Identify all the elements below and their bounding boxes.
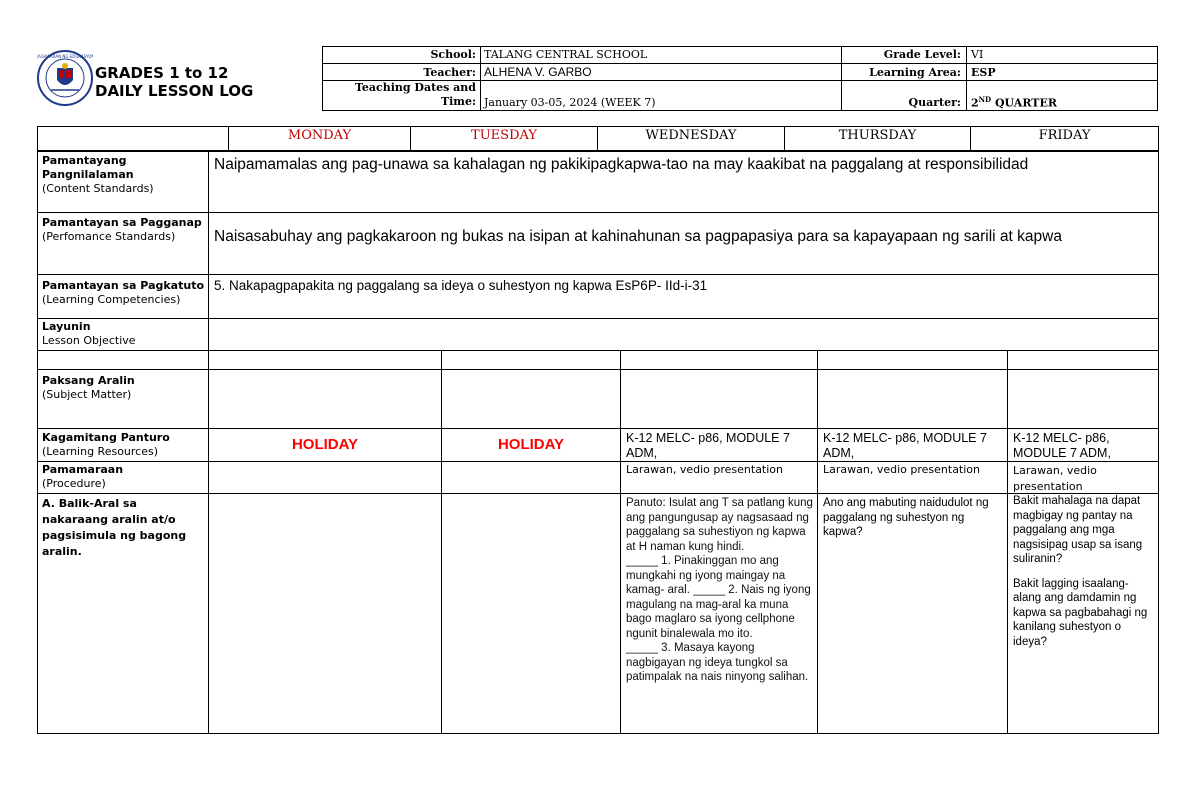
content-standards-title: Pamantayang Pangnilalaman (42, 154, 134, 181)
subject-matter-label (42, 374, 206, 402)
learning-resources-label (42, 431, 206, 459)
school-label: School: (430, 48, 476, 61)
learning-area-label: Learning Area: (869, 66, 961, 79)
resources-thursday: K-12 MELC- p86, MODULE 7 ADM, (823, 431, 987, 460)
quarter-number: 2 (971, 96, 979, 110)
lesson-objective-subtitle: Lesson Objective (42, 334, 136, 347)
learning-area-value: ESP (971, 66, 996, 79)
lesson-objective-label (42, 320, 206, 348)
resources-wednesday: K-12 MELC- p86, MODULE 7 ADM, (626, 431, 790, 460)
quarter-suffix: ND (978, 95, 992, 104)
grade-level-label: Grade Level: (883, 48, 961, 61)
teaching-dates-label-2: Time: (440, 95, 476, 108)
learning-resources-title: Kagamitang Panturo (42, 431, 170, 444)
procedure-wednesday: Larawan, vedio presentation (626, 463, 784, 476)
svg-text:KAGAWARAN NG EDUKASYON: KAGAWARAN NG EDUKASYON (37, 54, 93, 59)
teaching-dates-label-1: Teaching Dates and (354, 81, 476, 94)
performance-standards-title: Pamantayan sa Pagganap (42, 216, 202, 229)
performance-standards-subtitle: (Perfomance Standards) (42, 230, 176, 243)
review-wednesday-item3: _____ 3. Masaya kayong nagbigayan ng ideya tungkol sa patimpalak na nais ninyong salihan. (626, 642, 809, 683)
learning-competencies-title: Pamantayan sa Pagkatuto (42, 279, 205, 292)
performance-standards-label (42, 216, 206, 244)
day-header-wednesday: WEDNESDAY (645, 128, 737, 143)
review-wednesday-instructions: Panuto: Isulat ang T sa patlang kung ang pangungusap ay nagsasaad ng paggalang sa suhestiyon ng kapwa at H naman kung hindi. (626, 497, 813, 553)
form-title-line1: GRADES 1 to 12 (95, 64, 229, 82)
resources-tuesday-holiday: HOLIDAY (497, 436, 565, 453)
teacher-label: Teacher: (423, 66, 476, 79)
review-thursday: Ano ang mabuting naidudulot ng paggalang ng suhestyon ng kapwa? (823, 497, 989, 538)
day-header-friday: FRIDAY (1038, 128, 1091, 143)
review-label: A. Balik-Aral sa nakaraang aralin at/o pagsisimula ng bagong aralin. (42, 497, 187, 558)
day-header-tuesday: TUESDAY (471, 128, 537, 143)
procedure-title: Pamamaraan (42, 463, 124, 476)
teaching-dates-label (324, 81, 476, 109)
resources-monday-holiday: HOLIDAY (291, 436, 359, 453)
quarter-word: QUARTER (991, 96, 1057, 110)
review-friday (1013, 494, 1153, 649)
review-wednesday-items: _____ 1. Pinakinggan mo ang mungkahi ng iyong maingay na kamag- aral. _____ 2. Nais ng iyong magulang na mag-aral ka muna bago maglaro sa iyong cellphone ngunit binalewala mo ito. (626, 555, 811, 640)
lesson-objective-title: Layunin (42, 320, 91, 333)
procedure-friday: Larawan, vedio presentation (1013, 464, 1097, 493)
deped-seal (37, 50, 93, 106)
resources-friday: K-12 MELC- p86, MODULE 7 ADM, (1013, 431, 1111, 460)
day-header-thursday: THURSDAY (838, 128, 917, 143)
procedure-thursday: Larawan, vedio presentation (823, 463, 981, 476)
learning-competencies-label (42, 279, 206, 307)
quarter-value (971, 95, 1057, 110)
subject-matter-subtitle: (Subject Matter) (42, 388, 132, 401)
learning-resources-subtitle: (Learning Resources) (42, 445, 159, 458)
procedure-subtitle: (Procedure) (42, 477, 106, 490)
content-standards-subtitle: (Content Standards) (42, 182, 154, 195)
review-friday-question1: Bakit mahalaga na dapat magbigay ng pantay na paggalang ang mga nagsisipag usap sa isang suliranin? (1013, 495, 1143, 565)
teaching-dates-value: January 03-05, 2024 (WEEK 7) (484, 96, 656, 109)
content-standards-text: Naipamamalas ang pag-unawa sa kahalagan ng pakikipagkapwa-tao na may kaakibat na paggalang at responsibilidad (214, 156, 1029, 173)
form-title (95, 64, 253, 100)
grade-level-value: VI (971, 48, 984, 61)
content-standards-label (42, 154, 206, 196)
day-header-monday: MONDAY (287, 128, 352, 143)
subject-matter-title: Paksang Aralin (42, 374, 135, 387)
learning-competencies-text: 5. Nakapagpapakita ng paggalang sa ideya o suhestyon ng kapwa EsP6P- IId-i-31 (214, 278, 708, 293)
school-value: TALANG CENTRAL SCHOOL (484, 48, 648, 61)
performance-standards-text: Naisasabuhay ang pagkakaroon ng bukas na isipan at kahinahunan sa pagpapasiya para sa kapayapaan ng sarili at kapwa (214, 228, 1062, 245)
procedure-label (42, 463, 206, 491)
form-title-line2: DAILY LESSON LOG (95, 82, 254, 100)
quarter-label: Quarter: (908, 96, 961, 109)
review-wednesday (626, 496, 814, 685)
learning-competencies-subtitle: (Learning Competencies) (42, 293, 181, 306)
teacher-value: ALHENA V. GARBO (484, 65, 592, 79)
review-friday-question2: Bakit lagging isaalang-alang ang damdamin ng kapwa sa pagbabahagi ng kanilang suhestyon o ideya? (1013, 577, 1148, 648)
